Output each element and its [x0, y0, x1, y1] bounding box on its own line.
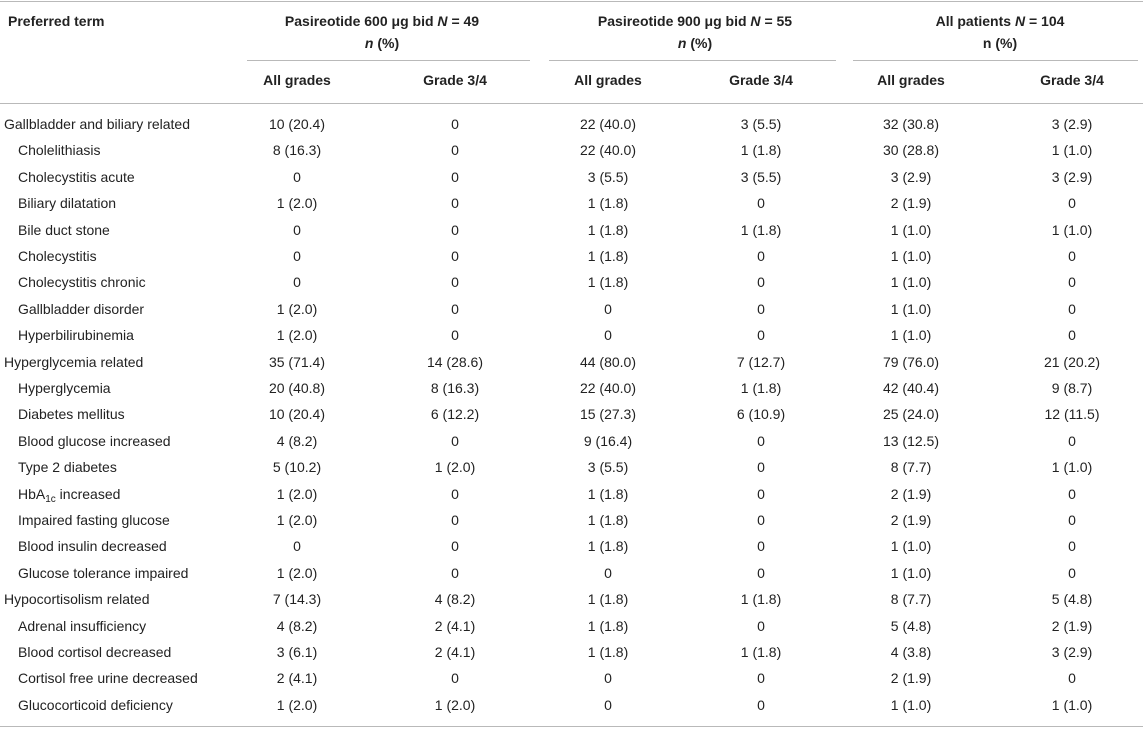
- table-cell: 14 (28.6): [426, 353, 484, 370]
- table-cell: 1 (2.0): [276, 485, 318, 502]
- header-bottom-rule: [0, 103, 1143, 104]
- row-term-indented: Hyperbilirubinemia: [18, 327, 134, 344]
- table-cell: 0: [293, 538, 301, 555]
- table-cell: 42 (40.4): [882, 380, 940, 396]
- subheader-all-all-grades: All grades: [877, 72, 945, 88]
- subheader-all-grade34: Grade 3/4: [1040, 72, 1104, 88]
- table-cell: 5 (4.8): [1051, 591, 1093, 608]
- table-cell: 13 (12.5): [882, 432, 940, 449]
- header-group-all: [850, 10, 1143, 54]
- header-group-900-unit: n (%): [677, 35, 713, 51]
- table-cell: 0: [1068, 432, 1076, 449]
- table-cell: 12 (11.5): [1044, 406, 1100, 423]
- table-cell: 3 (6.1): [276, 644, 318, 660]
- table-cell: 32 (30.8): [882, 116, 940, 132]
- table-cell: 6 (12.2): [430, 406, 480, 423]
- row-term-indented: Glucocorticoid deficiency: [18, 696, 173, 713]
- table-cell: 0: [1068, 274, 1076, 291]
- table-cell: 0: [757, 564, 765, 581]
- table-cell: 22 (40.0): [579, 116, 637, 132]
- row-term-indented: Bile duct stone: [18, 221, 110, 238]
- row-term-indented: Gallbladder disorder: [18, 300, 145, 317]
- table-row: [0, 164, 1143, 190]
- table-cell: 0: [451, 274, 459, 291]
- row-term-indented: Blood glucose increased: [18, 432, 171, 449]
- table-cell: 30 (28.8): [882, 142, 940, 159]
- table-row: [0, 428, 1143, 454]
- table-cell: 2 (1.9): [890, 512, 932, 528]
- group-all-rule: [853, 60, 1138, 61]
- table-cell: 9 (16.4): [583, 432, 633, 449]
- table-cell: 3 (5.5): [587, 459, 629, 476]
- row-term-category: Hyperglycemia related: [4, 353, 144, 370]
- table-cell: 0: [451, 221, 459, 238]
- table-cell: 0: [757, 300, 765, 317]
- table-cell: 0: [451, 670, 459, 687]
- table-cell: 0: [1068, 327, 1076, 344]
- table-row: [0, 613, 1143, 639]
- table-cell: 0: [293, 248, 301, 264]
- table-cell: 15 (27.3): [579, 406, 637, 423]
- table-cell: 0: [1068, 512, 1076, 528]
- table-cell: 2 (4.1): [276, 670, 318, 687]
- row-term-indented: Cholecystitis acute: [18, 168, 135, 185]
- header-group-600: [232, 10, 532, 54]
- table-cell: 0: [293, 221, 301, 238]
- table-cell: 10 (20.4): [268, 116, 326, 132]
- row-term-indented: Cortisol free urine decreased: [18, 670, 198, 687]
- table-cell: 1 (1.8): [587, 644, 629, 660]
- table-row: [0, 217, 1143, 243]
- table-row: [0, 190, 1143, 216]
- table-cell: 4 (3.8): [890, 644, 932, 660]
- table-cell: 1 (1.8): [740, 221, 782, 238]
- table-cell: 1 (2.0): [276, 564, 318, 581]
- table-cell: 1 (2.0): [434, 696, 476, 713]
- table-cell: 0: [451, 327, 459, 344]
- header-preferred-term: Preferred term: [8, 13, 105, 29]
- table-cell: 1 (1.8): [740, 591, 782, 608]
- table-cell: 1 (1.8): [587, 512, 629, 528]
- table-cell: 1 (1.0): [890, 300, 932, 317]
- table-cell: 1 (1.0): [890, 327, 932, 344]
- table-row: [0, 454, 1143, 480]
- table-cell: 0: [1068, 564, 1076, 581]
- header-group-600-title: Pasireotide 600 μg bid N = 49: [284, 13, 480, 29]
- table-cell: 4 (8.2): [276, 432, 318, 449]
- table-cell: 8 (16.3): [430, 380, 480, 396]
- table-cell: 1 (1.8): [740, 142, 782, 159]
- table-row: [0, 586, 1143, 612]
- table-cell: 1 (1.0): [1051, 459, 1093, 476]
- table-cell: 8 (16.3): [272, 142, 322, 159]
- subheader-600-grade34: Grade 3/4: [423, 72, 487, 88]
- table-cell: 21 (20.2): [1043, 353, 1101, 370]
- table-cell: 0: [451, 485, 459, 502]
- table-cell: 0: [1068, 485, 1076, 502]
- table-row: [0, 296, 1143, 322]
- table-cell: 0: [757, 459, 765, 476]
- table-row: [0, 137, 1143, 163]
- table-row: [0, 533, 1143, 559]
- header-group-600-unit: n (%): [364, 35, 400, 51]
- group-900-rule: [549, 60, 836, 61]
- table-cell: 3 (2.9): [1051, 168, 1093, 185]
- table-cell: 0: [1068, 195, 1076, 212]
- table-cell: 44 (80.0): [579, 353, 637, 370]
- table-cell: 0: [757, 538, 765, 555]
- table-row: [0, 692, 1143, 718]
- table-cell: 0: [451, 248, 459, 264]
- table-cell: 35 (71.4): [268, 353, 326, 370]
- row-term-indented: Diabetes mellitus: [18, 406, 125, 423]
- table-cell: 6 (10.9): [736, 406, 786, 423]
- table-cell: 0: [451, 116, 459, 132]
- table-cell: 1 (1.8): [587, 617, 629, 634]
- table-cell: 0: [604, 670, 612, 687]
- table-cell: 1 (1.8): [587, 221, 629, 238]
- table-bottom-rule: [0, 726, 1143, 727]
- table-cell: 7 (12.7): [736, 353, 786, 370]
- table-cell: 0: [757, 617, 765, 634]
- table-cell: 2 (4.1): [434, 644, 476, 660]
- table-cell: 1 (2.0): [276, 512, 318, 528]
- table-cell: 0: [451, 195, 459, 212]
- row-term-category: Hypocortisolism related: [4, 591, 150, 608]
- table-cell: 0: [451, 300, 459, 317]
- table-row: [0, 349, 1143, 375]
- row-term-indented: Adrenal insufficiency: [18, 617, 147, 634]
- table-cell: 1 (1.0): [890, 221, 932, 238]
- table-cell: 1 (2.0): [276, 300, 318, 317]
- table-cell: 0: [604, 564, 612, 581]
- header-group-all-unit: n (%): [982, 35, 1018, 51]
- row-term-indented: Hyperglycemia: [18, 380, 111, 396]
- table-cell: 1 (1.0): [890, 696, 932, 713]
- table-row: [0, 322, 1143, 348]
- table-cell: 2 (1.9): [890, 670, 932, 687]
- row-term-indented: Blood insulin decreased: [18, 538, 167, 555]
- table-cell: 7 (14.3): [272, 591, 322, 608]
- table-cell: 3 (5.5): [740, 116, 782, 132]
- row-term-indented: Cholecystitis chronic: [18, 274, 146, 291]
- table-cell: 0: [451, 432, 459, 449]
- table-row: [0, 111, 1143, 137]
- table-cell: 4 (8.2): [434, 591, 476, 608]
- table-cell: 3 (2.9): [1051, 116, 1093, 132]
- table-cell: 0: [1068, 248, 1076, 264]
- table-cell: 0: [451, 564, 459, 581]
- table-cell: 2 (1.9): [1051, 617, 1093, 634]
- table-cell: 1 (1.0): [890, 274, 932, 291]
- table-row: [0, 665, 1143, 691]
- table-cell: 0: [757, 670, 765, 687]
- table-cell: 1 (1.8): [740, 380, 782, 396]
- table-cell: 3 (2.9): [890, 168, 932, 185]
- table-cell: 0: [293, 274, 301, 291]
- row-term-indented: Blood cortisol decreased: [18, 644, 172, 660]
- table-cell: 0: [1068, 300, 1076, 317]
- group-600-rule: [247, 60, 530, 61]
- table-cell: 0: [1068, 538, 1076, 555]
- table-top-rule: [0, 1, 1143, 2]
- table-cell: 0: [604, 300, 612, 317]
- table-cell: 1 (1.0): [1051, 221, 1093, 238]
- row-term-indented: Cholelithiasis: [18, 142, 101, 159]
- row-term-indented: Biliary dilatation: [18, 195, 117, 212]
- table-cell: 25 (24.0): [882, 406, 940, 423]
- table-row: [0, 243, 1143, 269]
- table-cell: 0: [451, 538, 459, 555]
- table-cell: 0: [757, 248, 765, 264]
- table-cell: 1 (2.0): [276, 195, 318, 212]
- table-row: [0, 507, 1143, 533]
- table-row: [0, 481, 1143, 507]
- table-cell: 1 (1.8): [587, 195, 629, 212]
- table-cell: 8 (7.7): [890, 591, 932, 608]
- subheader-600-all-grades: All grades: [263, 72, 331, 88]
- table-cell: 0: [757, 195, 765, 212]
- table-cell: 1 (1.0): [890, 248, 932, 264]
- table-cell: 22 (40.0): [579, 142, 637, 159]
- header-group-900-title: Pasireotide 900 μg bid N = 55: [597, 13, 793, 29]
- table-cell: 22 (40.0): [579, 380, 637, 396]
- table-cell: 1 (2.0): [276, 327, 318, 344]
- table-cell: 0: [451, 512, 459, 528]
- header-group-900: [545, 10, 845, 54]
- table-cell: 1 (1.8): [587, 538, 629, 555]
- table-row: [0, 560, 1143, 586]
- table-cell: 79 (76.0): [882, 353, 940, 370]
- subheader-900-grade34: Grade 3/4: [729, 72, 793, 88]
- table-cell: 1 (2.0): [276, 696, 318, 713]
- table-row: [0, 639, 1143, 665]
- table-cell: 0: [757, 696, 765, 713]
- row-term-category: Gallbladder and biliary related: [4, 116, 190, 132]
- header-group-all-title: All patients N = 104: [935, 13, 1065, 29]
- table-cell: 10 (20.4): [268, 406, 326, 423]
- table-cell: 2 (1.9): [890, 485, 932, 502]
- table-cell: 0: [757, 274, 765, 291]
- table-cell: 20 (40.8): [268, 380, 326, 396]
- table-cell: 1 (1.0): [1051, 696, 1093, 713]
- table-cell: 0: [1068, 670, 1076, 687]
- table-cell: 0: [604, 327, 612, 344]
- table-cell: 3 (2.9): [1051, 644, 1093, 660]
- row-term-indented: Type 2 diabetes: [18, 459, 117, 476]
- table-cell: 0: [757, 485, 765, 502]
- table-cell: 0: [451, 142, 459, 159]
- table-cell: 1 (1.0): [890, 538, 932, 555]
- table-cell: 2 (4.1): [434, 617, 476, 634]
- table-cell: 0: [604, 696, 612, 713]
- table-cell: 3 (5.5): [740, 168, 782, 185]
- table-row: [0, 401, 1143, 427]
- table-cell: 2 (1.9): [890, 195, 932, 212]
- table-cell: 5 (10.2): [272, 459, 322, 476]
- table-cell: 1 (1.8): [740, 644, 782, 660]
- table-cell: 9 (8.7): [1051, 380, 1093, 396]
- table-cell: 3 (5.5): [587, 168, 629, 185]
- table-cell: 4 (8.2): [276, 617, 318, 634]
- table-row: [0, 269, 1143, 295]
- subheader-900-all-grades: All grades: [574, 72, 642, 88]
- table-cell: 0: [451, 168, 459, 185]
- table-cell: 1 (2.0): [434, 459, 476, 476]
- table-cell: 1 (1.0): [890, 564, 932, 581]
- row-term-indented: Cholecystitis: [18, 248, 97, 264]
- table-cell: 0: [293, 168, 301, 185]
- table-cell: 0: [757, 512, 765, 528]
- row-term-indented: Impaired fasting glucose: [18, 512, 170, 528]
- table-cell: 0: [757, 432, 765, 449]
- table-cell: 5 (4.8): [890, 617, 932, 634]
- table-cell: 1 (1.0): [1051, 142, 1093, 159]
- table-cell: 0: [757, 327, 765, 344]
- table-row: [0, 375, 1143, 401]
- table-cell: 1 (1.8): [587, 248, 629, 264]
- table-cell: 8 (7.7): [890, 459, 932, 476]
- row-term-indented: HbA$_{1c}$ increased: [18, 485, 121, 505]
- table-cell: 1 (1.8): [587, 591, 629, 608]
- table-cell: 1 (1.8): [587, 274, 629, 291]
- table-cell: 1 (1.8): [587, 485, 629, 502]
- row-term-indented: Glucose tolerance impaired: [18, 564, 189, 581]
